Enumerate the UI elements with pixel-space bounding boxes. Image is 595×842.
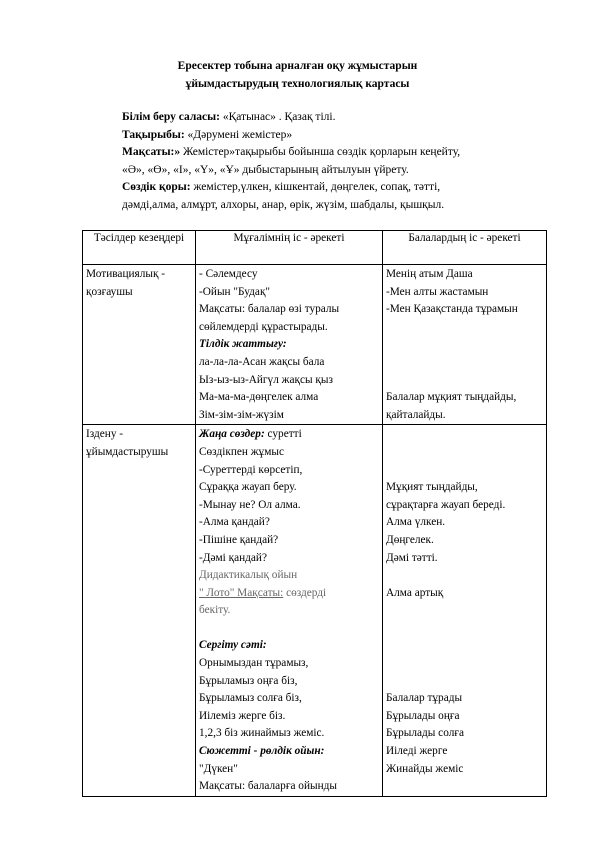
education-area-value: «Қатынас» . Қазақ тілі.	[219, 111, 336, 123]
teacher-line: Бұрыламыз оңға біз,	[199, 674, 298, 687]
lotto-line	[199, 585, 379, 603]
lesson-meta	[122, 109, 562, 215]
header-children: Балалардың іс - әрекеті	[383, 231, 547, 265]
teacher-line: -Ойын "Будақ"	[199, 285, 271, 298]
table-header-row	[83, 231, 547, 265]
teacher-line: сөйлемдерді құрастырады.	[199, 320, 328, 333]
goal	[122, 144, 562, 162]
teacher-line: Мақсаты: балалар өзі туралы	[199, 303, 340, 316]
children-line: қайталайды.	[386, 408, 446, 421]
education-area	[122, 109, 562, 127]
new-words-label: Жаңа сөздер:	[199, 428, 265, 441]
education-area-label: Білім беру саласы:	[122, 111, 220, 123]
children-line: Балалар мұқият тыңдайды,	[386, 391, 517, 404]
goal-label: Мақсаты:»	[122, 146, 181, 159]
teacher-line: Ма-ма-ма-дөңгелек алма	[199, 391, 319, 404]
teacher-line: -Суреттерді көрсетіп,	[199, 463, 303, 476]
children-line: Менің атым Даша	[386, 268, 473, 280]
new-words	[199, 426, 379, 444]
vocabulary-label: Сөздік қоры:	[122, 181, 191, 194]
lotto-link: " Лото" Мақсаты:	[199, 586, 284, 599]
children-line: Дәмі тәтті.	[386, 551, 438, 564]
children-line: -Мен Қазақстанда тұрамын	[386, 303, 518, 316]
stage-search: Іздену - ұйымдастырушы	[83, 425, 196, 796]
teacher-line: Сөздікпен жұмыс	[199, 445, 284, 458]
new-words-value: суретті	[264, 428, 302, 441]
vocabulary-line2: дәмді,алма, алмұрт, алхоры, анар, өрік, жүзім, шабдалы, қышқыл.	[122, 198, 445, 211]
table-row	[83, 265, 547, 425]
teacher-line: Мақсаты: балаларға ойынды	[199, 780, 337, 793]
goal-value: Жемістер»тақырыбы бойынша сөздік қорларын кеңейту,	[180, 146, 461, 159]
teacher-cell	[196, 265, 383, 425]
children-line: Иіледі жерге	[386, 745, 448, 758]
header-teacher: Мұғалімнің іс - әрекеті	[196, 231, 383, 265]
teacher-line: -Алма қандай?	[199, 516, 270, 529]
children-line: Жинайды жеміс	[386, 762, 464, 775]
vocabulary	[122, 179, 562, 197]
children-cell	[383, 265, 547, 425]
topic-value: «Дәрумені жемістер»	[184, 128, 293, 141]
header-stages: Тәсілдер кезеңдері	[83, 231, 196, 265]
teacher-line: Тілдік жаттығу:	[199, 338, 287, 351]
teacher-line: "Дүкен"	[199, 762, 238, 775]
children-line: Дөңгелек.	[386, 533, 434, 546]
teacher-cell	[196, 425, 383, 796]
children-cell	[383, 425, 547, 796]
children-line: Алма үлкен.	[386, 516, 446, 529]
children-line: Мұқият тыңдайды,	[386, 481, 478, 494]
teacher-line: ла-ла-ла-Асан жақсы бала	[199, 355, 325, 368]
teacher-line: Сұраққа жауап беру.	[199, 481, 297, 494]
teacher-line: Бұрыламыз солға біз,	[199, 692, 302, 705]
lesson-table	[82, 230, 547, 797]
roleplay-label: Сюжетті - рөлдік ойын:	[199, 745, 325, 758]
teacher-line: Орнымыздан тұрамыз,	[199, 657, 309, 670]
children-line: Бұрылады оңға	[386, 709, 460, 722]
table-row	[83, 425, 547, 796]
didactic-game-label: Дидактикалық ойын	[199, 569, 298, 582]
document-title-line1: Ересектер тобына арналған оқу жұмыстарын	[177, 60, 418, 72]
teacher-line: - Сәлемдесу	[199, 268, 258, 280]
break-label: Сергіту сәті:	[199, 639, 267, 652]
teacher-line: Иілеміз жерге біз.	[199, 709, 286, 722]
stage-motivational: Мотивациялық - қозғаушы	[83, 265, 196, 425]
teacher-line: 1,2,3 біз жинаймыз жеміс.	[199, 727, 325, 740]
children-line: Бұрылады солға	[386, 727, 464, 740]
teacher-line: Ыз-ыз-ыз-Айгүл жақсы қыз	[199, 373, 333, 386]
topic	[122, 127, 562, 145]
children-line: Алма артық	[386, 586, 444, 599]
children-line: -Мен алты жастамын	[386, 285, 489, 298]
children-line: сұрақтарға жауап береді.	[386, 498, 506, 511]
document-title-line2: ұйымдастырудың технологиялық картасы	[185, 78, 410, 90]
vocabulary-value: жемістер,үлкен, кішкентай, дөңгелек, сопақ, тәтті,	[190, 181, 441, 194]
topic-label: Тақырыбы:	[122, 128, 185, 141]
teacher-line: -Пішіне қандай?	[199, 533, 279, 546]
teacher-line: -Мынау не? Ол алма.	[199, 498, 301, 511]
lotto-tail2: бекіту.	[199, 604, 231, 617]
goal-line2: «Ә», «Ө», «І», «Ү», «Ұ» дыбыстарының айтылуын үйрету.	[122, 163, 409, 176]
teacher-line: Зім-зім-зім-жүзім	[199, 408, 284, 421]
teacher-line: -Дәмі қандай?	[199, 551, 267, 564]
lotto-tail: сөздерді	[283, 586, 327, 599]
children-line: Балалар тұрады	[386, 692, 463, 705]
